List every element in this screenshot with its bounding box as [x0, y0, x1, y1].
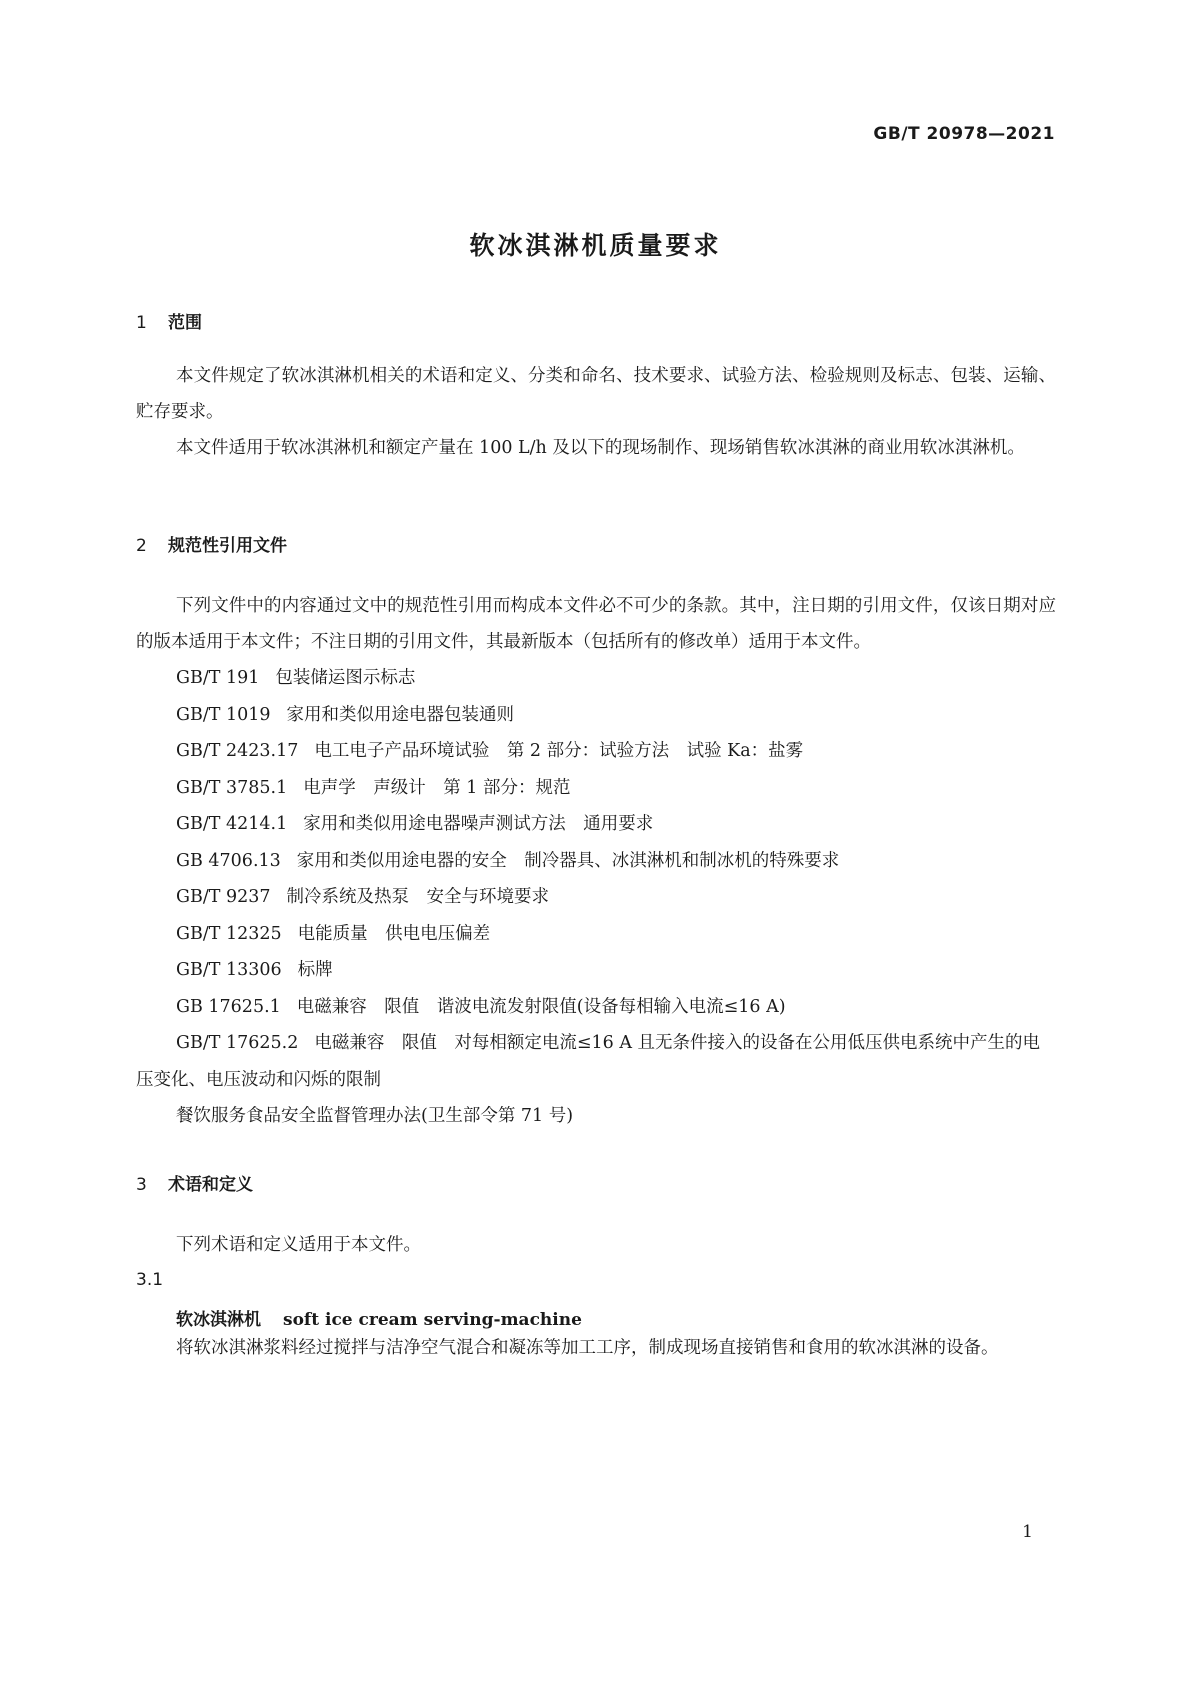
- section-1-heading: [136, 308, 202, 333]
- reference-title: 电磁兼容 限值 谐波电流发射限值(设备每相输入电流≤16 A): [296, 996, 786, 1017]
- paragraph: 本文件规定了软冰淇淋机相关的术语和定义、分类和命名、技术要求、试验方法、检验规则及标志、包装、运输、贮存要求。: [136, 366, 1056, 422]
- reference-item: [136, 697, 1056, 734]
- reference-item: [136, 879, 1056, 916]
- term-english: soft ice cream serving-machine: [283, 1310, 582, 1330]
- reference-item: [136, 733, 1056, 770]
- reference-list: [136, 660, 1056, 1135]
- reference-code: GB/T 1019: [176, 704, 271, 725]
- paragraph: 下列文件中的内容通过文中的规范性引用而构成本文件必不可少的条款。其中，注日期的引用文件，仅该日期对应的版本适用于本文件；不注日期的引用文件，其最新版本（包括所有的修改单）适用于本文件。: [136, 596, 1056, 652]
- reference-code: GB/T 2423.17: [176, 741, 299, 761]
- reference-code: GB/T 191: [176, 668, 260, 688]
- reference-item: [136, 952, 1056, 989]
- reference-title: 家用和类似用途电器噪声测试方法 通用要求: [303, 814, 654, 834]
- reference-item: [136, 989, 1056, 1026]
- section-2-heading: [136, 531, 287, 556]
- section-number: 1: [136, 313, 147, 333]
- page-number: 1: [1022, 1522, 1033, 1542]
- reference-code: GB/T 12325: [176, 923, 282, 944]
- reference-regulation: 餐饮服务食品安全监督管理办法(卫生部令第 71 号): [176, 1106, 574, 1126]
- paragraph: 下列术语和定义适用于本文件。: [176, 1235, 421, 1255]
- section-3-heading: [136, 1170, 253, 1195]
- standard-number: GB/T 20978—2021: [873, 124, 1055, 144]
- section-number: 2: [136, 536, 147, 556]
- reference-title: 电工电子产品环境试验 第 2 部分：试验方法 试验 Ka：盐雾: [314, 741, 804, 761]
- reference-title: 电能质量 供电电压偏差: [297, 923, 491, 944]
- reference-title: 家用和类似用途电器的安全 制冷器具、冰淇淋机和制冰机的特殊要求: [296, 850, 840, 871]
- reference-code: GB/T 13306: [176, 960, 282, 980]
- reference-code: GB 17625.1: [176, 996, 281, 1017]
- term-definition: 将软冰淇淋浆料经过搅拌与洁净空气混合和凝冻等加工工序，制成现场直接销售和食用的软冰淇淋的设备。: [176, 1338, 999, 1358]
- reference-title: 制冷系统及热泵 安全与环境要求: [286, 887, 550, 907]
- reference-title: 电磁兼容 限值 对每相额定电流≤16 A 且无条件接入的设备在公用低压供电系统中产生的电压变化、电压波动和闪烁的限制: [136, 1033, 1041, 1090]
- reference-code: GB/T 9237: [176, 887, 271, 907]
- section-3-intro: [136, 1227, 1056, 1263]
- term-definition-block: [136, 1330, 1056, 1366]
- reference-item: [136, 1025, 1056, 1098]
- section-title: 规范性引用文件: [168, 536, 287, 556]
- section-number: 3: [136, 1175, 147, 1195]
- section-title: 术语和定义: [168, 1175, 253, 1195]
- reference-title: 电声学 声级计 第 1 部分：规范: [303, 777, 571, 798]
- reference-item: [136, 843, 1056, 880]
- clause-number: 3.1: [136, 1270, 164, 1290]
- term-chinese: 软冰淇淋机: [176, 1310, 261, 1330]
- reference-code: GB/T 4214.1: [176, 814, 288, 834]
- reference-code: GB/T 17625.2: [176, 1033, 299, 1053]
- paragraph: 本文件适用于软冰淇淋机和额定产量在 100 L/h 及以下的现场制作、现场销售软冰淇淋的商业用软冰淇淋机。: [176, 438, 1025, 458]
- document-title: 软冰淇淋机质量要求: [469, 231, 722, 260]
- reference-title: 包装储运图示标志: [275, 668, 416, 688]
- reference-item: [136, 770, 1056, 807]
- reference-code: GB/T 3785.1: [176, 777, 288, 798]
- section-2-body: [136, 588, 1056, 1135]
- reference-item: [136, 806, 1056, 843]
- reference-item: [136, 916, 1056, 953]
- reference-title: 家用和类似用途电器包装通则: [286, 704, 515, 725]
- reference-item: [136, 660, 1056, 697]
- reference-title: 标牌: [297, 960, 333, 980]
- reference-item: [136, 1098, 1056, 1135]
- reference-code: GB 4706.13: [176, 850, 281, 871]
- term-entry: [176, 1305, 582, 1330]
- section-1-body: [136, 358, 1056, 466]
- section-title: 范围: [168, 313, 202, 333]
